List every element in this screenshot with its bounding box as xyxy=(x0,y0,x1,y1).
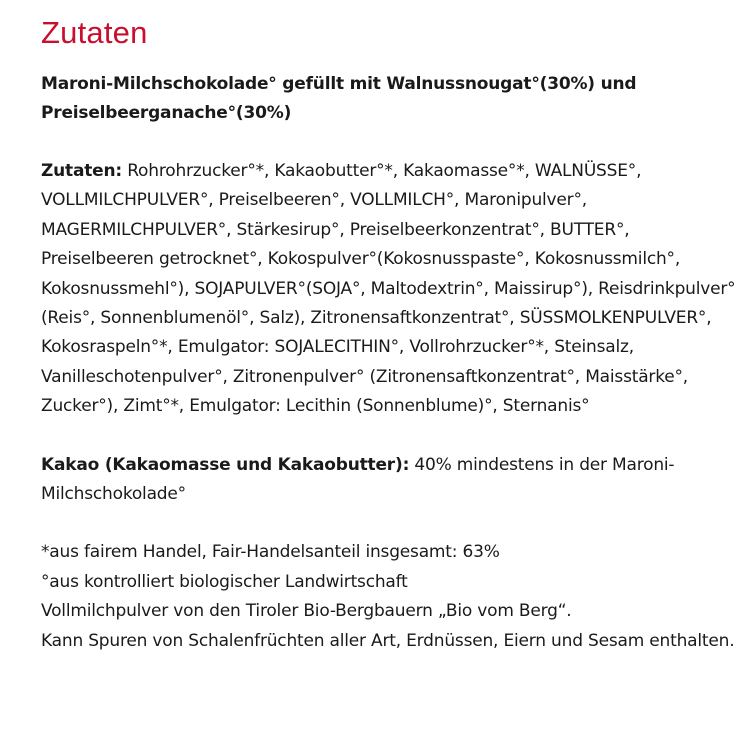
footnotes xyxy=(41,538,741,656)
cocoa-text: 40% mindestens in der Maroni-Milchschokolade° xyxy=(41,454,675,505)
footnote-fair-trade: *aus fairem Handel, Fair-Handelsanteil insgesamt: 63% xyxy=(41,542,500,563)
footnote-milk-origin: Vollmilchpulver von den Tiroler Bio-Bergbauern „Bio vom Berg“. xyxy=(41,601,572,622)
ingredients-section xyxy=(41,12,741,656)
allergen-notice: Kann Spuren von Schalenfrüchten aller Art, Erdnüssen, Eiern und Sesam enthalten. xyxy=(41,630,735,651)
ingredients-text: Rohrohrzucker°*, Kakaobutter°*, Kakaomasse°*, WALNÜSSE°, VOLLMILCHPULVER°, Preiselbeeren°, VOLLMILCH°, Maronipulver°, MAGERMILCHPULVER°, Stärkesirup°, Preiselbeerkonzentrat°, BUTTER°, Preiselbeeren getrocknet°, Kokospulver°(Kokosnusspaste°, Kokosnussmilch°, Kokosnussmehl°), SOJAPULVER°(SOJA°, Maltodextrin°, Maissirup°), Reisdrinkpulver°(Reis°, Sonnenblumenöl°, Salz), Zitronensaftkonzentrat°, SÜSSMOLKENPULVER°, Kokosraspeln°*, Emulgator: SOJALECITHIN°, Vollrohrzucker°*, Steinsalz, Vanilleschotenpulver°, Zitronenpulver° (Zitronensaftkonzentrat°, Maisstärke°, Zucker°), Zimt°*, Emulgator: Lecithin (Sonnenblume)°, Sternanis° xyxy=(41,161,736,417)
section-title: Zutaten xyxy=(41,15,148,50)
cocoa-label: Kakao (Kakaomasse und Kakaobutter): xyxy=(41,454,410,475)
cocoa-paragraph xyxy=(41,451,741,510)
product-name: Maroni-Milchschokolade° gefüllt mit Walnussnougat°(30%) und Preiselbeerganache°(30%) xyxy=(41,74,637,123)
footnote-organic: °aus kontrolliert biologischer Landwirtschaft xyxy=(41,571,408,592)
ingredients-label: Zutaten: xyxy=(41,161,122,181)
ingredients-paragraph xyxy=(41,157,741,422)
